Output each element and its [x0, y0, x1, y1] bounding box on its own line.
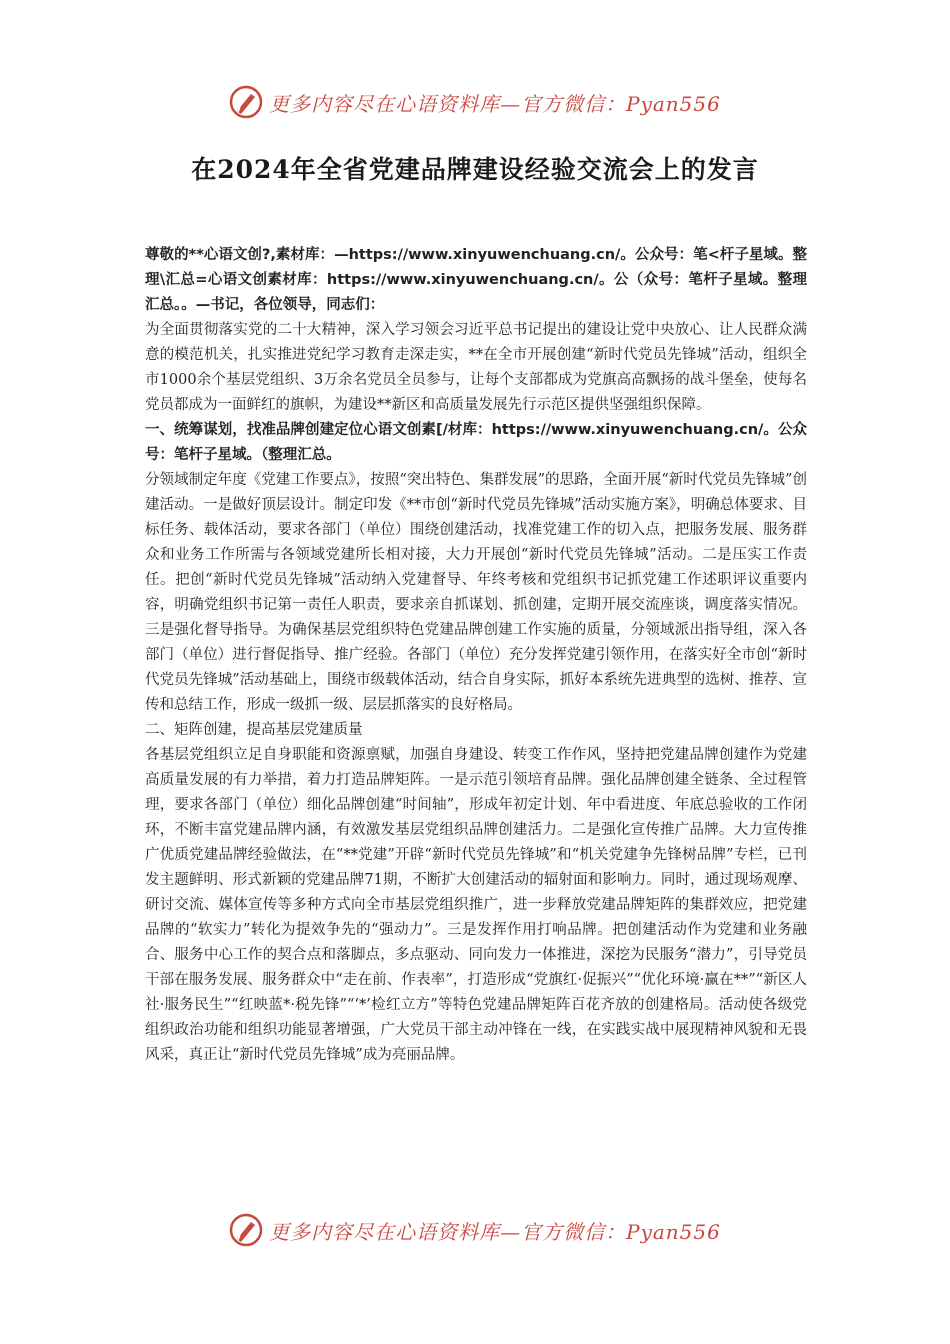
- paragraph-greeting: 尊敬的**心语文创?,素材库：—https://www.xinyuwenchuang.cn/。公众号：笔<杆子星域。整理\汇总=心语文创素材库：https://www.xinyuwenchuang.cn/。公（众号：笔杆子星域。整理汇总。。—书记，各位领导，同志们：: [145, 247, 807, 313]
- header-watermark-banner: [0, 82, 950, 122]
- watermark-text: 更多内容尽在心语资料库—官方微信：Pyan556: [269, 91, 721, 116]
- paragraph-section-2: 各基层党组织立足自身职能和资源禀赋，加强自身建设、转变工作作风，坚持把党建品牌创建作为党建高质量发展的有力举措，着力打造品牌矩阵。一是示范引领培育品牌。强化品牌创建全链条、全过程管理，要求各部门（单位）细化品牌创建“时间轴”，形成年初定计划、年中看进度、年底总验收的工作闭环，不断丰富党建品牌内涵，有效激发基层党组织品牌创建活力。二是强化宣传推广品牌。大力宣传推广优质党建品牌经验做法，在“**党建”开辟“新时代党员先锋城”和“机关党建争先锋树品牌”专栏，已刊发主题鲜明、形式新颖的党建品牌71期，不断扩大创建活动的辐射面和影响力。同时，通过现场观摩、研讨交流、媒体宣传等多种方式向全市基层党组织推广，进一步释放党建品牌矩阵的集群效应，把党建品牌的“软实力”转化为提效争先的“强动力”。三是发挥作用打响品牌。把创建活动作为党建和业务融合、服务中心工作的契合点和落脚点，多点驱动、同向发力一体推进，深挖为民服务“潜力”，引导党员干部在服务发展、服务群众中“走在前、作表率”，打造形成“党旗红·促振兴”“优化环境·赢在**”“新区人社·服务民生”“红映蓝*·税先锋”“‘*’检红立方”等特色党建品牌矩阵百花齐放的创建格局。活动使各级党组织政治功能和组织功能显著增强，广大党员干部主动冲锋在一线，在实践实战中展现精神风貌和无畏风采，真正让“新时代党员先锋城”成为亮丽品牌。: [145, 747, 807, 1063]
- document-title: 在2024年全省党建品牌建设经验交流会上的发言: [191, 155, 759, 184]
- document-body: [145, 243, 807, 1068]
- section-heading-1: 一、统筹谋划，找准品牌创建定位心语文创素[/材库：https://www.xinyuwenchuang.cn/。公众号：笔杆子星域。（整理汇总。: [145, 422, 807, 463]
- pen-logo-icon: [229, 1213, 263, 1247]
- watermark-text: 更多内容尽在心语资料库—官方微信：Pyan556: [269, 1219, 721, 1244]
- footer-watermark-banner: [0, 1210, 950, 1250]
- paragraph-intro: 为全面贯彻落实党的二十大精神，深入学习领会习近平总书记提出的建设让党中央放心、让人民群众满意的模范机关，扎实推进党纪学习教育走深走实，**在全市开展创建“新时代党员先锋城”活动，组织全市1000余个基层党组织、3万余名党员全员参与，让每个支部都成为党旗高高飘扬的战斗堡垒，使每名党员都成为一面鲜红的旗帜，为建设**新区和高质量发展先行示范区提供坚强组织保障。: [145, 322, 807, 413]
- paragraph-section-1: 分领域制定年度《党建工作要点》，按照“突出特色、集群发展”的思路，全面开展“新时代党员先锋城”创建活动。一是做好顶层设计。制定印发《**市创“新时代党员先锋城”活动实施方案》，明确总体要求、目标任务、载体活动，要求各部门（单位）围绕创建活动，找准党建工作的切入点，把服务发展、服务群众和业务工作所需与各领域党建所长相对接，大力开展创“新时代党员先锋城”活动。二是压实工作责任。把创“新时代党员先锋城”活动纳入党建督导、年终考核和党组织书记抓党建工作述职评议重要内容，明确党组织书记第一责任人职责，要求亲自抓谋划、抓创建，定期开展交流座谈，调度落实情况。三是强化督导指导。为确保基层党组织特色党建品牌创建工作实施的质量，分领域派出指导组，深入各部门（单位）进行督促指导、推广经验。各部门（单位）充分发挥党建引领作用，在落实好全市创“新时代党员先锋城”活动基础上，围绕市级载体活动，结合自身实际，抓好本系统先进典型的选树、推荐、宣传和总结工作，形成一级抓一级、层层抓落实的良好格局。: [145, 472, 807, 713]
- section-heading-2: 二、矩阵创建，提高基层党建质量: [145, 722, 363, 738]
- pen-logo-icon: [229, 85, 263, 119]
